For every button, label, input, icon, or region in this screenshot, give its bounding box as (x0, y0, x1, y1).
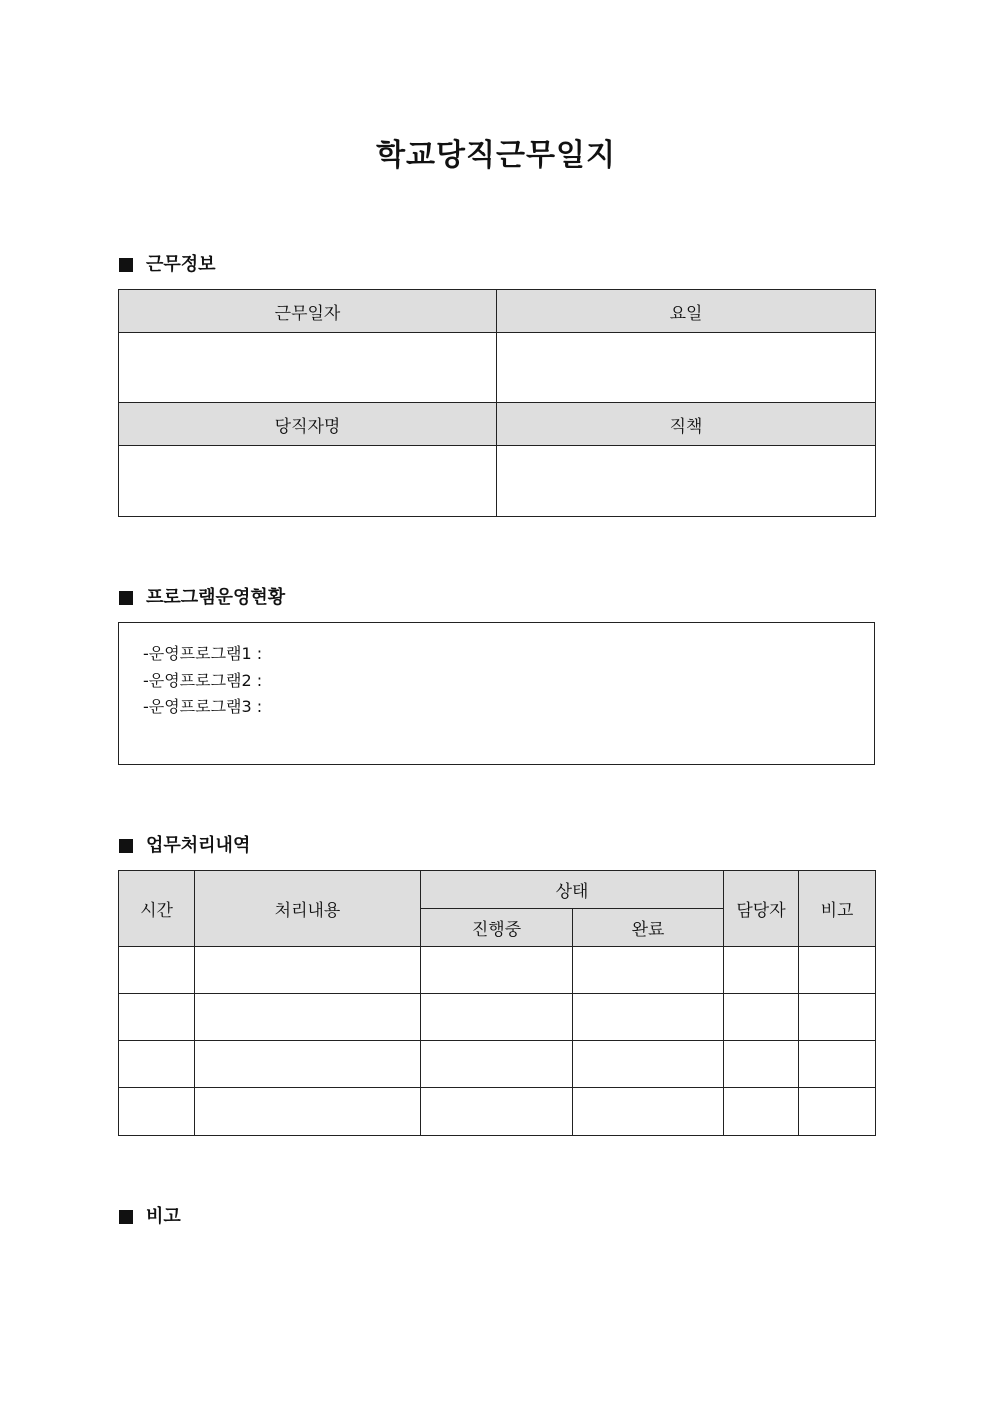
task-log-table (118, 870, 876, 1136)
content-cell[interactable] (195, 947, 421, 994)
program-item: -운영프로그램1 : (143, 644, 263, 663)
in-progress-cell[interactable] (421, 947, 573, 994)
work-date-field[interactable] (119, 333, 497, 403)
work-info-table (118, 289, 876, 517)
person-in-charge-column-header: 담당자 (724, 871, 799, 947)
done-cell[interactable] (573, 1088, 724, 1136)
time-cell[interactable] (119, 1088, 195, 1136)
status-column-header: 상태 (421, 871, 724, 909)
content-column-header: 처리내용 (195, 871, 421, 947)
black-square-bullet-icon (119, 258, 133, 272)
program-status-box[interactable] (118, 622, 875, 765)
section-heading-program-status (119, 586, 285, 610)
person-in-charge-cell[interactable] (724, 1088, 799, 1136)
program-item: -운영프로그램3 : (143, 697, 263, 716)
content-cell[interactable] (195, 994, 421, 1041)
content-cell[interactable] (195, 1041, 421, 1088)
done-column-header: 완료 (573, 909, 724, 947)
remarks-cell[interactable] (799, 1088, 876, 1136)
section-title: 비고 (146, 1206, 181, 1227)
work-date-label: 근무일자 (119, 290, 497, 333)
duty-person-name-field[interactable] (119, 446, 497, 517)
done-cell[interactable] (573, 994, 724, 1041)
day-of-week-field[interactable] (497, 333, 876, 403)
program-list (119, 623, 874, 721)
table-row (119, 1041, 876, 1088)
done-cell[interactable] (573, 1041, 724, 1088)
time-column-header: 시간 (119, 871, 195, 947)
in-progress-column-header: 진행중 (421, 909, 573, 947)
time-cell[interactable] (119, 1041, 195, 1088)
time-cell[interactable] (119, 947, 195, 994)
section-heading-task-log (119, 834, 250, 858)
remarks-cell[interactable] (799, 947, 876, 994)
remarks-cell[interactable] (799, 994, 876, 1041)
document-title: 학교당직근무일지 (376, 138, 616, 173)
black-square-bullet-icon (119, 839, 133, 853)
time-cell[interactable] (119, 994, 195, 1041)
table-row (119, 1088, 876, 1136)
position-field[interactable] (497, 446, 876, 517)
day-of-week-label: 요일 (497, 290, 876, 333)
section-title: 프로그램운영현황 (146, 587, 286, 608)
section-heading-remarks (119, 1205, 181, 1229)
position-label: 직책 (497, 403, 876, 446)
black-square-bullet-icon (119, 591, 133, 605)
remarks-column-header: 비고 (799, 871, 876, 947)
table-row (119, 947, 876, 994)
black-square-bullet-icon (119, 1210, 133, 1224)
person-in-charge-cell[interactable] (724, 1041, 799, 1088)
section-title: 업무처리내역 (146, 835, 251, 856)
done-cell[interactable] (573, 947, 724, 994)
remarks-cell[interactable] (799, 1041, 876, 1088)
content-cell[interactable] (195, 1088, 421, 1136)
program-item: -운영프로그램2 : (143, 670, 263, 690)
table-row (119, 994, 876, 1041)
person-in-charge-cell[interactable] (724, 947, 799, 994)
person-in-charge-cell[interactable] (724, 994, 799, 1041)
section-heading-work-info (119, 253, 216, 277)
duty-person-name-label: 당직자명 (119, 403, 497, 446)
in-progress-cell[interactable] (421, 1088, 573, 1136)
section-title: 근무정보 (146, 254, 216, 275)
in-progress-cell[interactable] (421, 994, 573, 1041)
in-progress-cell[interactable] (421, 1041, 573, 1088)
